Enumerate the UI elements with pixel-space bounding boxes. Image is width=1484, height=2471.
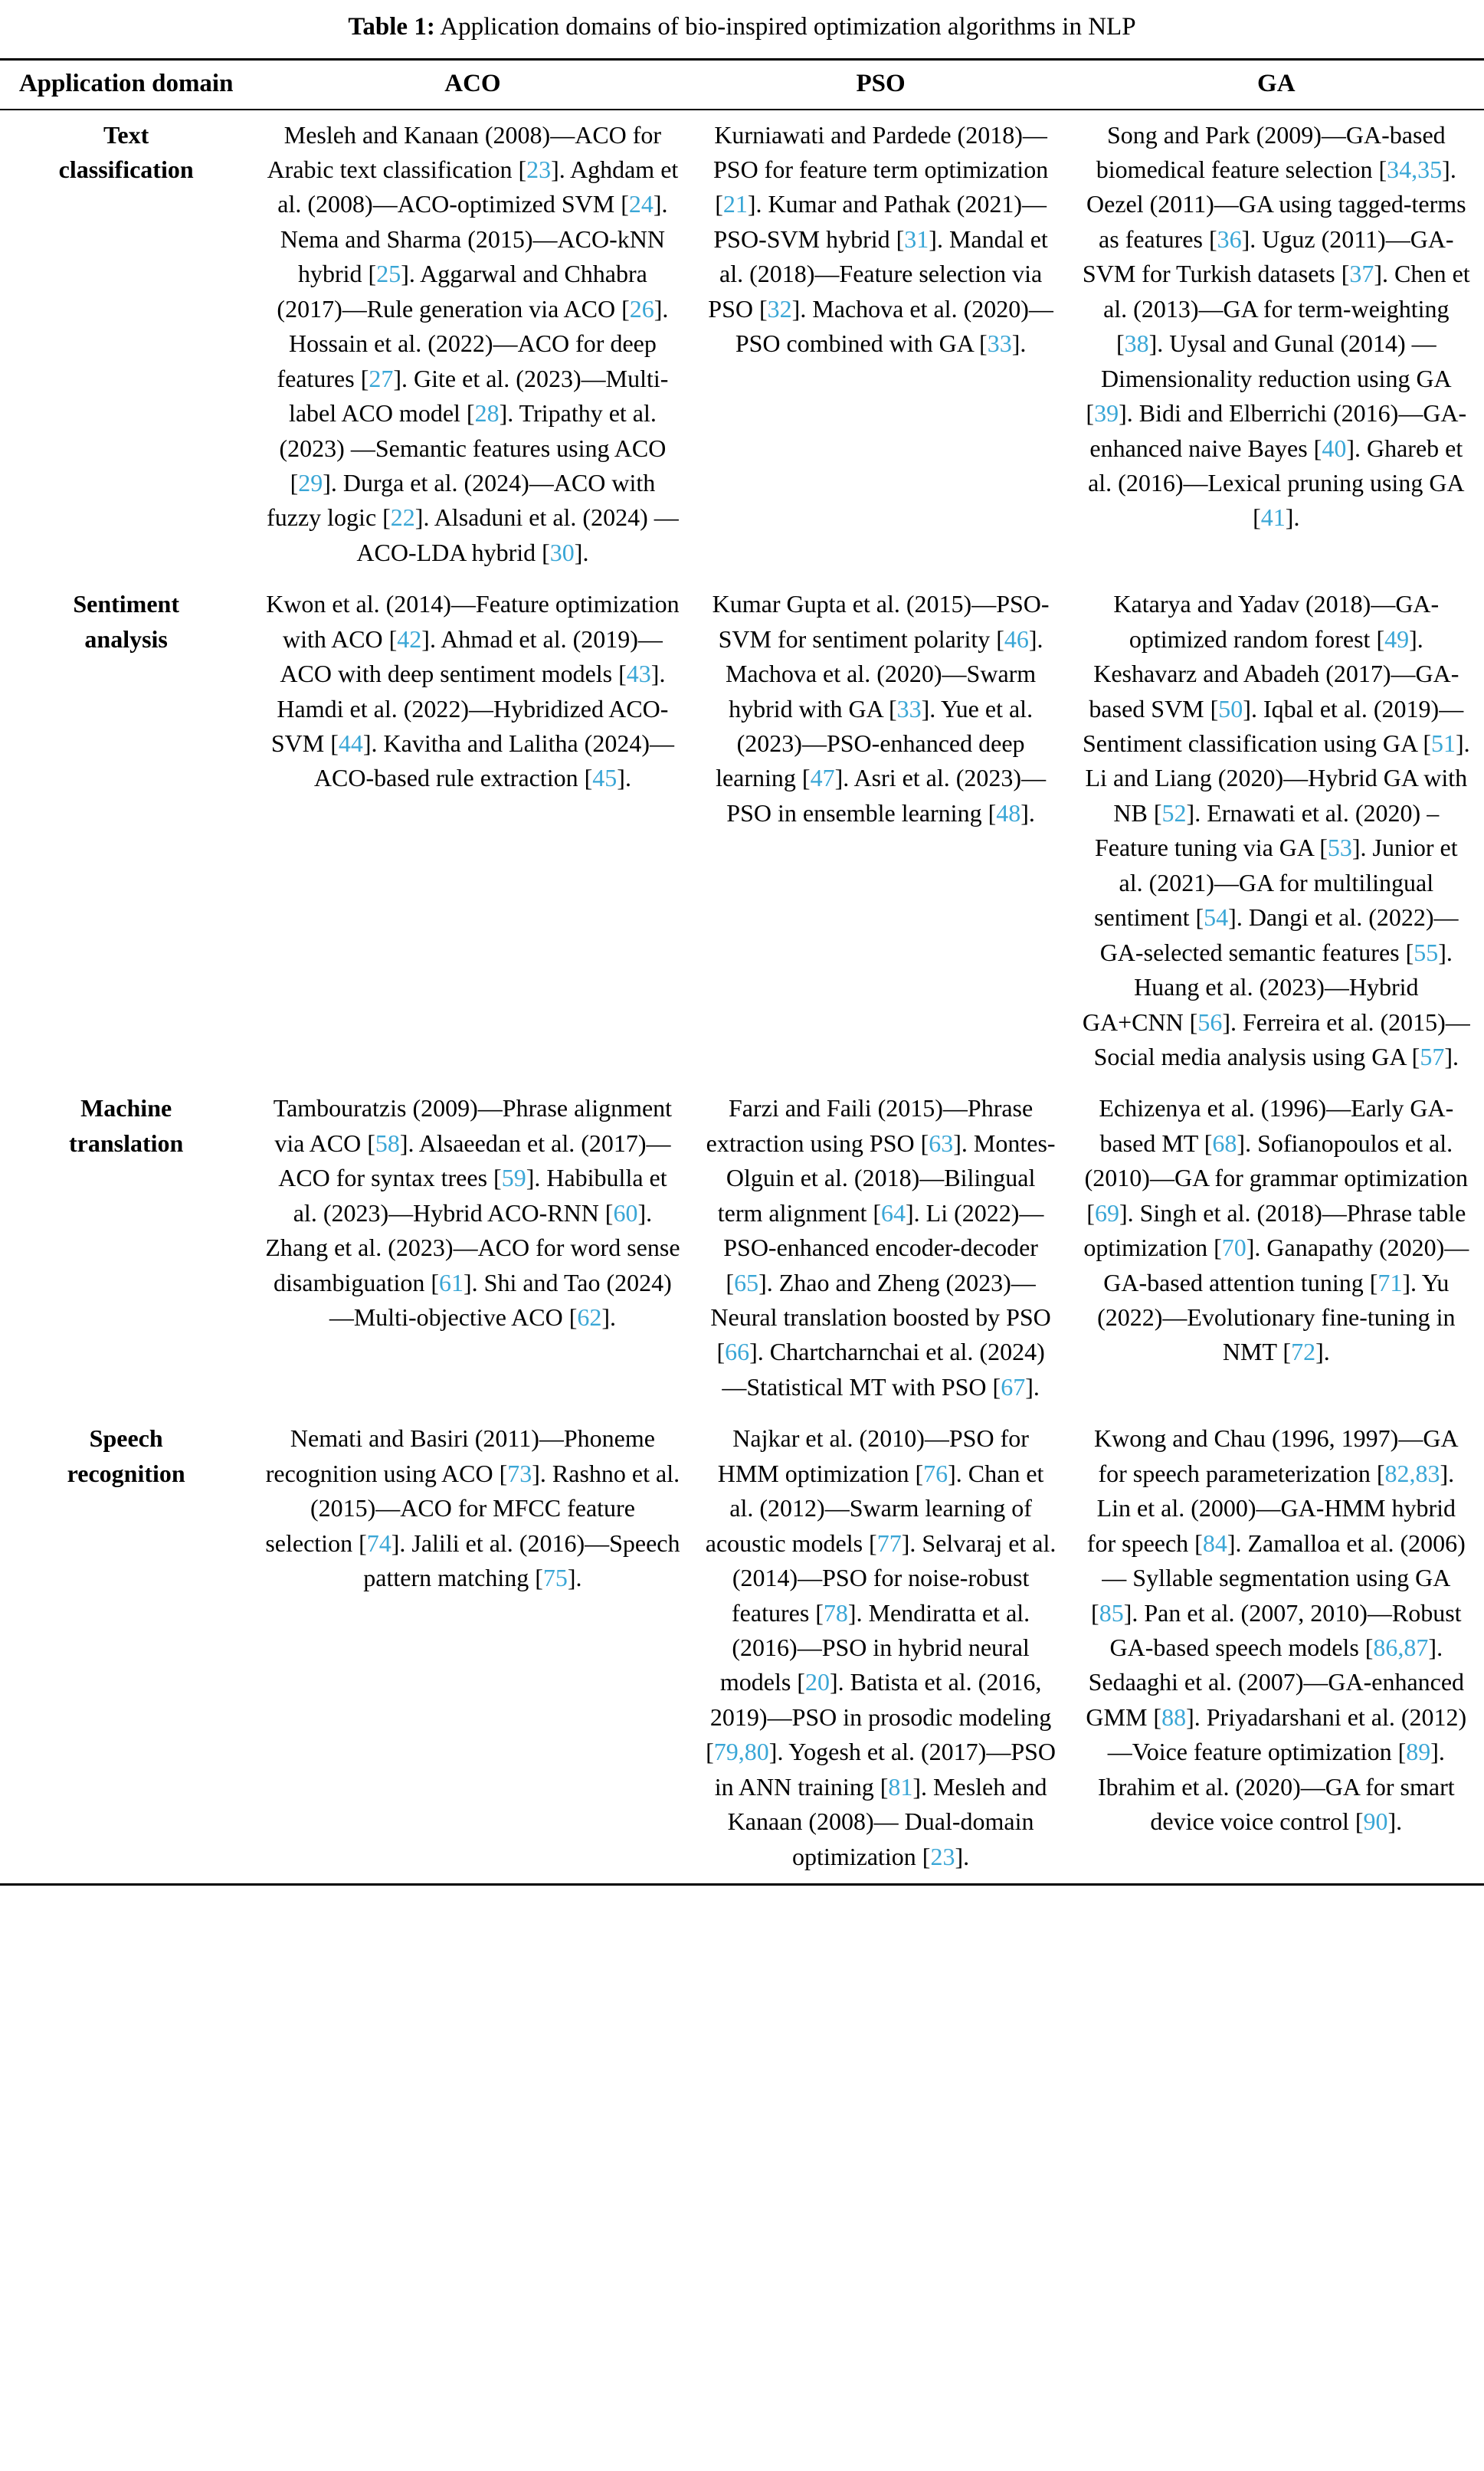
- citation-ref[interactable]: 32: [767, 294, 792, 323]
- citation-ref[interactable]: 63: [929, 1129, 954, 1157]
- citation-ref[interactable]: 82,83: [1384, 1459, 1440, 1487]
- citation-ref[interactable]: 75: [542, 1564, 568, 1592]
- cell-sentiment-analysis-aco: Kwon et al. (2014)—Feature optimization with ACO [42]. Ahmad et al. (2019)—ACO with deep sentiment models [43]. Hamdi et al. (2022)—Hybridized ACO-SVM [44]. Kavitha and Lalitha (2024)—ACO-based rule extraction [45].: [266, 590, 680, 792]
- citation-ref[interactable]: 50: [1218, 694, 1243, 723]
- citation-ref[interactable]: 59: [501, 1164, 526, 1192]
- citation-ref[interactable]: 28: [474, 399, 500, 428]
- citation-ref[interactable]: 88: [1161, 1702, 1187, 1731]
- citation-ref[interactable]: 23: [526, 156, 552, 184]
- cell-sentiment-analysis-ga: Katarya and Yadav (2018)—GA-optimized random forest [49]. Keshavarz and Abadeh (2017)—GA-based SVM [50]. Iqbal et al. (2019)—Sentiment classification using GA [51]. Li and Liang (2020)—Hybrid GA with NB [52]. Ernawati et al. (2020) – Feature tuning via GA [53]. Junior et al. (2021)—GA for multilingual sentiment [54]. Dangi et al. (2022)—GA-selected semantic features [55]. Huang et al. (2023)—Hybrid GA+CNN [56]. Ferreira et al. (2015)—Social media analysis using GA [57].: [1082, 590, 1470, 1070]
- citation-ref[interactable]: 58: [375, 1129, 400, 1157]
- cell-machine-translation-aco: Tambouratzis (2009)—Phrase alignment via ACO [58]. Alsaeedan et al. (2017)—ACO for syntax trees [59]. Habibulla et al. (2023)—Hybrid ACO-RNN [60]. Zhang et al. (2023)—ACO for word sense disambiguation [61]. Shi and Tao (2024)—Multi-objective ACO [62].: [265, 1094, 680, 1332]
- citation-ref[interactable]: 71: [1378, 1268, 1403, 1296]
- citation-ref[interactable]: 29: [298, 468, 323, 496]
- citation-ref[interactable]: 51: [1431, 729, 1456, 758]
- citation-ref[interactable]: 60: [613, 1198, 638, 1227]
- citation-ref[interactable]: 47: [810, 764, 835, 792]
- citation-ref[interactable]: 37: [1349, 260, 1374, 288]
- column-header-ga: GA: [1069, 59, 1484, 110]
- citation-ref[interactable]: 44: [338, 729, 363, 758]
- citation-ref[interactable]: 52: [1161, 798, 1187, 827]
- citation-ref[interactable]: 30: [549, 538, 575, 566]
- citation-ref[interactable]: 25: [376, 260, 401, 288]
- citation-ref[interactable]: 57: [1420, 1042, 1445, 1070]
- cell-machine-translation-ga: Echizenya et al. (1996)—Early GA-based MT [68]. Sofianopoulos et al. (2010)—GA for grammar optimization [69]. Singh et al. (2018)—Phrase table optimization [70]. Ganapathy (2020)—GA-based attention tuning [71]. Yu (2022)—Evolutionary fine-tuning in NMT [72].: [1083, 1094, 1469, 1366]
- row-label-sentiment-analysis: Sentiment analysis: [73, 590, 179, 653]
- citation-ref[interactable]: 76: [923, 1459, 948, 1487]
- cell-speech-recognition-pso: Najkar et al. (2010)—PSO for HMM optimization [76]. Chan et al. (2012)—Swarm learning of acoustic models [77]. Selvaraj et al. (2014)—PSO for noise-robust features [78]. Mendiratta et al. (2016)—PSO in hybrid neural models [20]. Batista et al. (2016, 2019)—PSO in prosodic modeling [79,80]. Yogesh et al. (2017)—PSO in ANN training [81]. Mesleh and Kanaan (2008)— Dual-domain optimization [23].: [705, 1424, 1056, 1870]
- citation-ref[interactable]: 79,80: [713, 1738, 769, 1766]
- citation-ref[interactable]: 56: [1197, 1008, 1223, 1036]
- citation-ref[interactable]: 40: [1322, 434, 1347, 462]
- domains-table: [0, 58, 1484, 1886]
- cell-speech-recognition-ga: Kwong and Chau (1996, 1997)—GA for speech parameterization [82,83]. Lin et al. (2000)—GA-HMM hybrid for speech [84]. Zamalloa et al. (2006)— Syllable segmentation using GA [85]. Pan et al. (2007, 2010)—Robust GA-based speech models [86,87]. Sedaaghi et al. (2007)—GA-enhanced GMM [88]. Priyadarshani et al. (2012)—Voice feature optimization [89]. Ibrahim et al. (2020)—GA for smart device voice control [90].: [1086, 1424, 1467, 1836]
- citation-ref[interactable]: 43: [626, 660, 651, 688]
- citation-ref[interactable]: 42: [397, 624, 422, 653]
- cell-text-classification-pso: Kurniawati and Pardede (2018)—PSO for feature term optimization [21]. Kumar and Pathak (2021)—PSO-SVM hybrid [31]. Mandal et al. (2018)—Feature selection via PSO [32]. Machova et al. (2020)—PSO combined with GA [33].: [708, 120, 1053, 358]
- citation-ref[interactable]: 46: [1004, 624, 1029, 653]
- table-row: [0, 110, 1484, 580]
- table-row: [0, 1414, 1484, 1884]
- table-row: [0, 1083, 1484, 1414]
- citation-ref[interactable]: 24: [628, 190, 654, 218]
- table-caption: [0, 0, 1484, 58]
- citation-ref[interactable]: 49: [1384, 624, 1410, 653]
- citation-ref[interactable]: 34,35: [1387, 156, 1443, 184]
- citation-ref[interactable]: 26: [629, 294, 654, 323]
- citation-ref[interactable]: 21: [722, 190, 748, 218]
- citation-ref[interactable]: 55: [1414, 938, 1439, 966]
- citation-ref[interactable]: 84: [1202, 1529, 1227, 1557]
- column-header-pso: PSO: [693, 59, 1069, 110]
- citation-ref[interactable]: 66: [725, 1338, 750, 1366]
- citation-ref[interactable]: 89: [1406, 1738, 1431, 1766]
- citation-ref[interactable]: 70: [1221, 1234, 1246, 1262]
- table-header-row: [0, 59, 1484, 110]
- citation-ref[interactable]: 69: [1094, 1198, 1119, 1227]
- citation-ref[interactable]: 31: [904, 224, 929, 253]
- citation-ref[interactable]: 36: [1217, 224, 1242, 253]
- citation-ref[interactable]: 33: [987, 329, 1012, 358]
- column-header-aco: ACO: [252, 59, 693, 110]
- row-label-text-classification: Text classification: [58, 120, 194, 184]
- citation-ref[interactable]: 53: [1327, 834, 1352, 862]
- row-label-machine-translation: Machine translation: [68, 1094, 184, 1157]
- citation-ref[interactable]: 73: [507, 1459, 532, 1487]
- citation-ref[interactable]: 48: [996, 798, 1021, 827]
- citation-ref[interactable]: 64: [881, 1198, 906, 1227]
- citation-ref[interactable]: 22: [390, 503, 415, 532]
- citation-ref[interactable]: 86,87: [1373, 1633, 1429, 1661]
- citation-ref[interactable]: 39: [1094, 399, 1119, 428]
- citation-ref[interactable]: 62: [577, 1303, 602, 1332]
- citation-ref[interactable]: 74: [366, 1529, 391, 1557]
- table-caption-label: Table 1:: [348, 13, 435, 41]
- citation-ref[interactable]: 27: [369, 364, 394, 392]
- cell-machine-translation-pso: Farzi and Faili (2015)—Phrase extraction using PSO [63]. Montes-Olguin et al. (2018)—Bilingual term alignment [64]. Li (2022)—PSO-enhanced encoder-decoder [65]. Zhao and Zheng (2023)—Neural translation boosted by PSO [66]. Chartcharnchai et al. (2024)—Statistical MT with PSO [67].: [706, 1094, 1056, 1401]
- citation-ref[interactable]: 65: [734, 1268, 759, 1296]
- citation-ref[interactable]: 23: [930, 1842, 955, 1870]
- citation-ref[interactable]: 90: [1363, 1807, 1388, 1836]
- table-caption-text: Application domains of bio-inspired optimization algorithms in NLP: [440, 13, 1136, 41]
- cell-speech-recognition-aco: Nemati and Basiri (2011)—Phoneme recognition using ACO [73]. Rashno et al. (2015)—ACO for MFCC feature selection [74]. Jalili et al. (2016)—Speech pattern matching [75].: [265, 1424, 680, 1592]
- citation-ref[interactable]: 45: [592, 764, 618, 792]
- cell-text-classification-aco: Mesleh and Kanaan (2008)—ACO for Arabic text classification [23]. Aghdam et al. (2008)—ACO-optimized SVM [24]. Nema and Sharma (2015)—ACO-kNN hybrid [25]. Aggarwal and Chhabra (2017)—Rule generation via ACO [26]. Hossain et al. (2022)—ACO for deep features [27]. Gite et al. (2023)—Multi-label ACO model [28]. Tripathy et al. (2023) —Semantic features using ACO [29]. Durga et al. (2024)—ACO with fuzzy logic [22]. Alsaduni et al. (2024) —ACO-LDA hybrid [30].: [267, 120, 679, 566]
- citation-ref[interactable]: 78: [823, 1598, 848, 1627]
- column-header-application-domain: Application domain: [0, 59, 252, 110]
- citation-ref[interactable]: 72: [1291, 1338, 1316, 1366]
- citation-ref[interactable]: 20: [804, 1668, 830, 1696]
- table-row: [0, 579, 1484, 1083]
- citation-ref[interactable]: 81: [888, 1772, 913, 1801]
- cell-text-classification-ga: Song and Park (2009)—GA-based biomedical feature selection [34,35]. Oezel (2011)—GA using tagged-terms as features [36]. Uguz (2011)—GA-SVM for Turkish datasets [37]. Chen et al. (2013)—GA for term-weighting [38]. Uysal and Gunal (2014) —Dimensionality reduction using GA [39]. Bidi and Elberrichi (2016)—GA-enhanced naive Bayes [40]. Ghareb et al. (2016)—Lexical pruning using GA [41].: [1082, 120, 1470, 532]
- citation-ref[interactable]: 61: [439, 1268, 464, 1296]
- citation-ref[interactable]: 85: [1099, 1598, 1124, 1627]
- citation-ref[interactable]: 38: [1124, 329, 1149, 358]
- citation-ref[interactable]: 33: [896, 694, 922, 723]
- citation-ref[interactable]: 67: [1001, 1372, 1026, 1401]
- cell-sentiment-analysis-pso: Kumar Gupta et al. (2015)—PSO-SVM for sentiment polarity [46]. Machova et al. (2020)—Swarm hybrid with GA [33]. Yue et al. (2023)—PSO-enhanced deep learning [47]. Asri et al. (2023)—PSO in ensemble learning [48].: [712, 590, 1050, 827]
- citation-ref[interactable]: 77: [876, 1529, 902, 1557]
- citation-ref[interactable]: 68: [1212, 1129, 1237, 1157]
- citation-ref[interactable]: 41: [1260, 503, 1286, 532]
- citation-ref[interactable]: 54: [1204, 903, 1229, 932]
- row-label-speech-recognition: Speech recognition: [67, 1424, 185, 1487]
